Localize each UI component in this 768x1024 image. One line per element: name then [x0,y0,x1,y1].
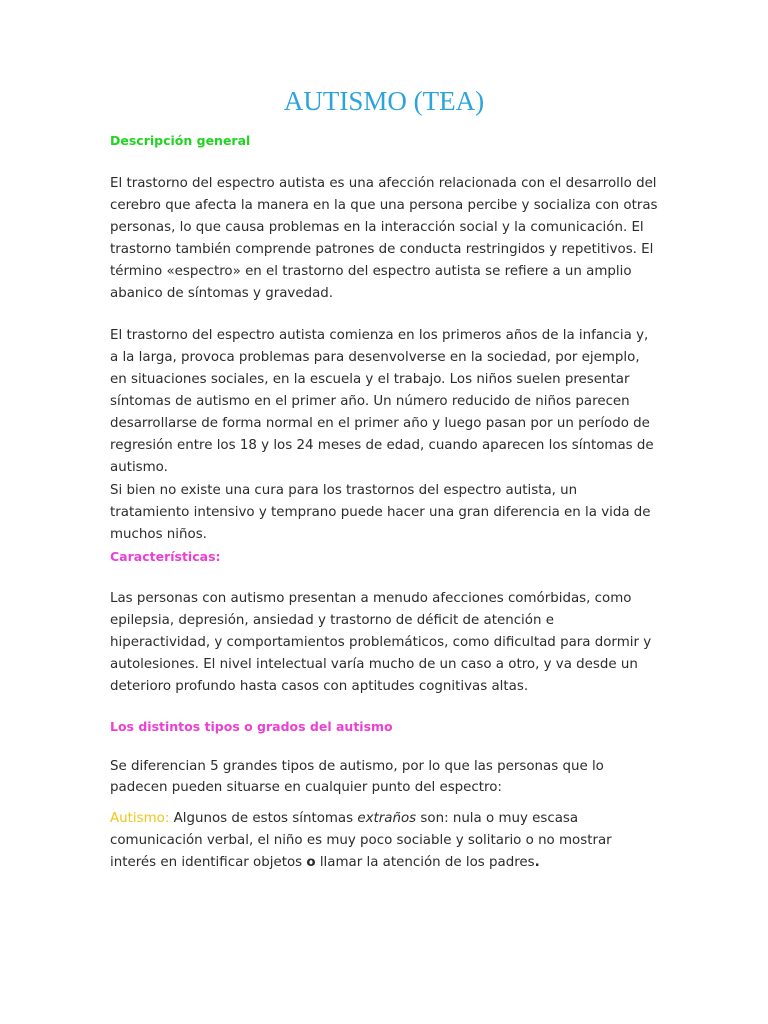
autismo-text-c: llamar la atención de los padres [315,855,535,870]
autismo-text-b: son: nula o muy escasa comunicación verbal, el niño es muy poco sociable y solitario o no mostrar interés en identificar objetos [110,811,612,870]
autismo-text-a: Algunos de estos síntomas [169,811,358,826]
general-paragraph-2: El trastorno del espectro autista comienza en los primeros años de la infancia y, a la larga, provoca problemas para desenvolverse en la sociedad, por ejemplo, en situaciones sociales, en la escuela y el trabajo. Los niños suelen presentar síntomas de autismo en el primer año. Un número reducido de niños parecen desarrollarse de forma normal en el primer año y luego pasan por un período de regresión entre los 18 y los 24 meses de edad, cuando aparecen los síntomas de autismo. [110,328,654,475]
autismo-paragraph [110,808,658,874]
types-intro-paragraph: Se diferencian 5 grandes tipos de autismo, por lo que las personas que lo padecen pueden situarse en cualquier punto del espectro: [110,759,604,795]
autismo-bold-o: o [306,855,316,870]
general-paragraph-1: El trastorno del espectro autista es una afección relacionada con el desarrollo del cerebro que afecta la manera en la que una persona percibe y socializa con otras personas, lo que causa problemas en la interacción social y la comunicación. El trastorno también comprende patrones de conducta restringidos y repetitivos. El término «espectro» en el trastorno del espectro autista se refiere a un amplio abanico de síntomas y gravedad. [110,176,658,301]
section-heading-general: Descripción general [110,133,251,148]
section-heading-characteristics: Características: [110,549,221,564]
page-title: AUTISMO (TEA) [283,86,485,116]
characteristics-paragraph: Las personas con autismo presentan a menudo afecciones comórbidas, como epilepsia, depresión, ansiedad y trastorno de déficit de atención e hiperactividad, y comportamientos problemáticos, como dificultad para dormir y autolesiones. El nivel intelectual varía mucho de un caso a otro, y va desde un deterioro profundo hasta casos con aptitudes cognitivas altas. [110,591,652,694]
section-heading-types: Los distintos tipos o grados del autismo [110,719,393,734]
autismo-emphasis: extraños [357,811,417,826]
autismo-label: Autismo: [110,811,170,826]
general-paragraph-3: Si bien no existe una cura para los trastornos del espectro autista, un tratamiento intensivo y temprano puede hacer una gran diferencia en la vida de muchos niños. [110,483,651,542]
autismo-bold-period: . [534,855,540,870]
